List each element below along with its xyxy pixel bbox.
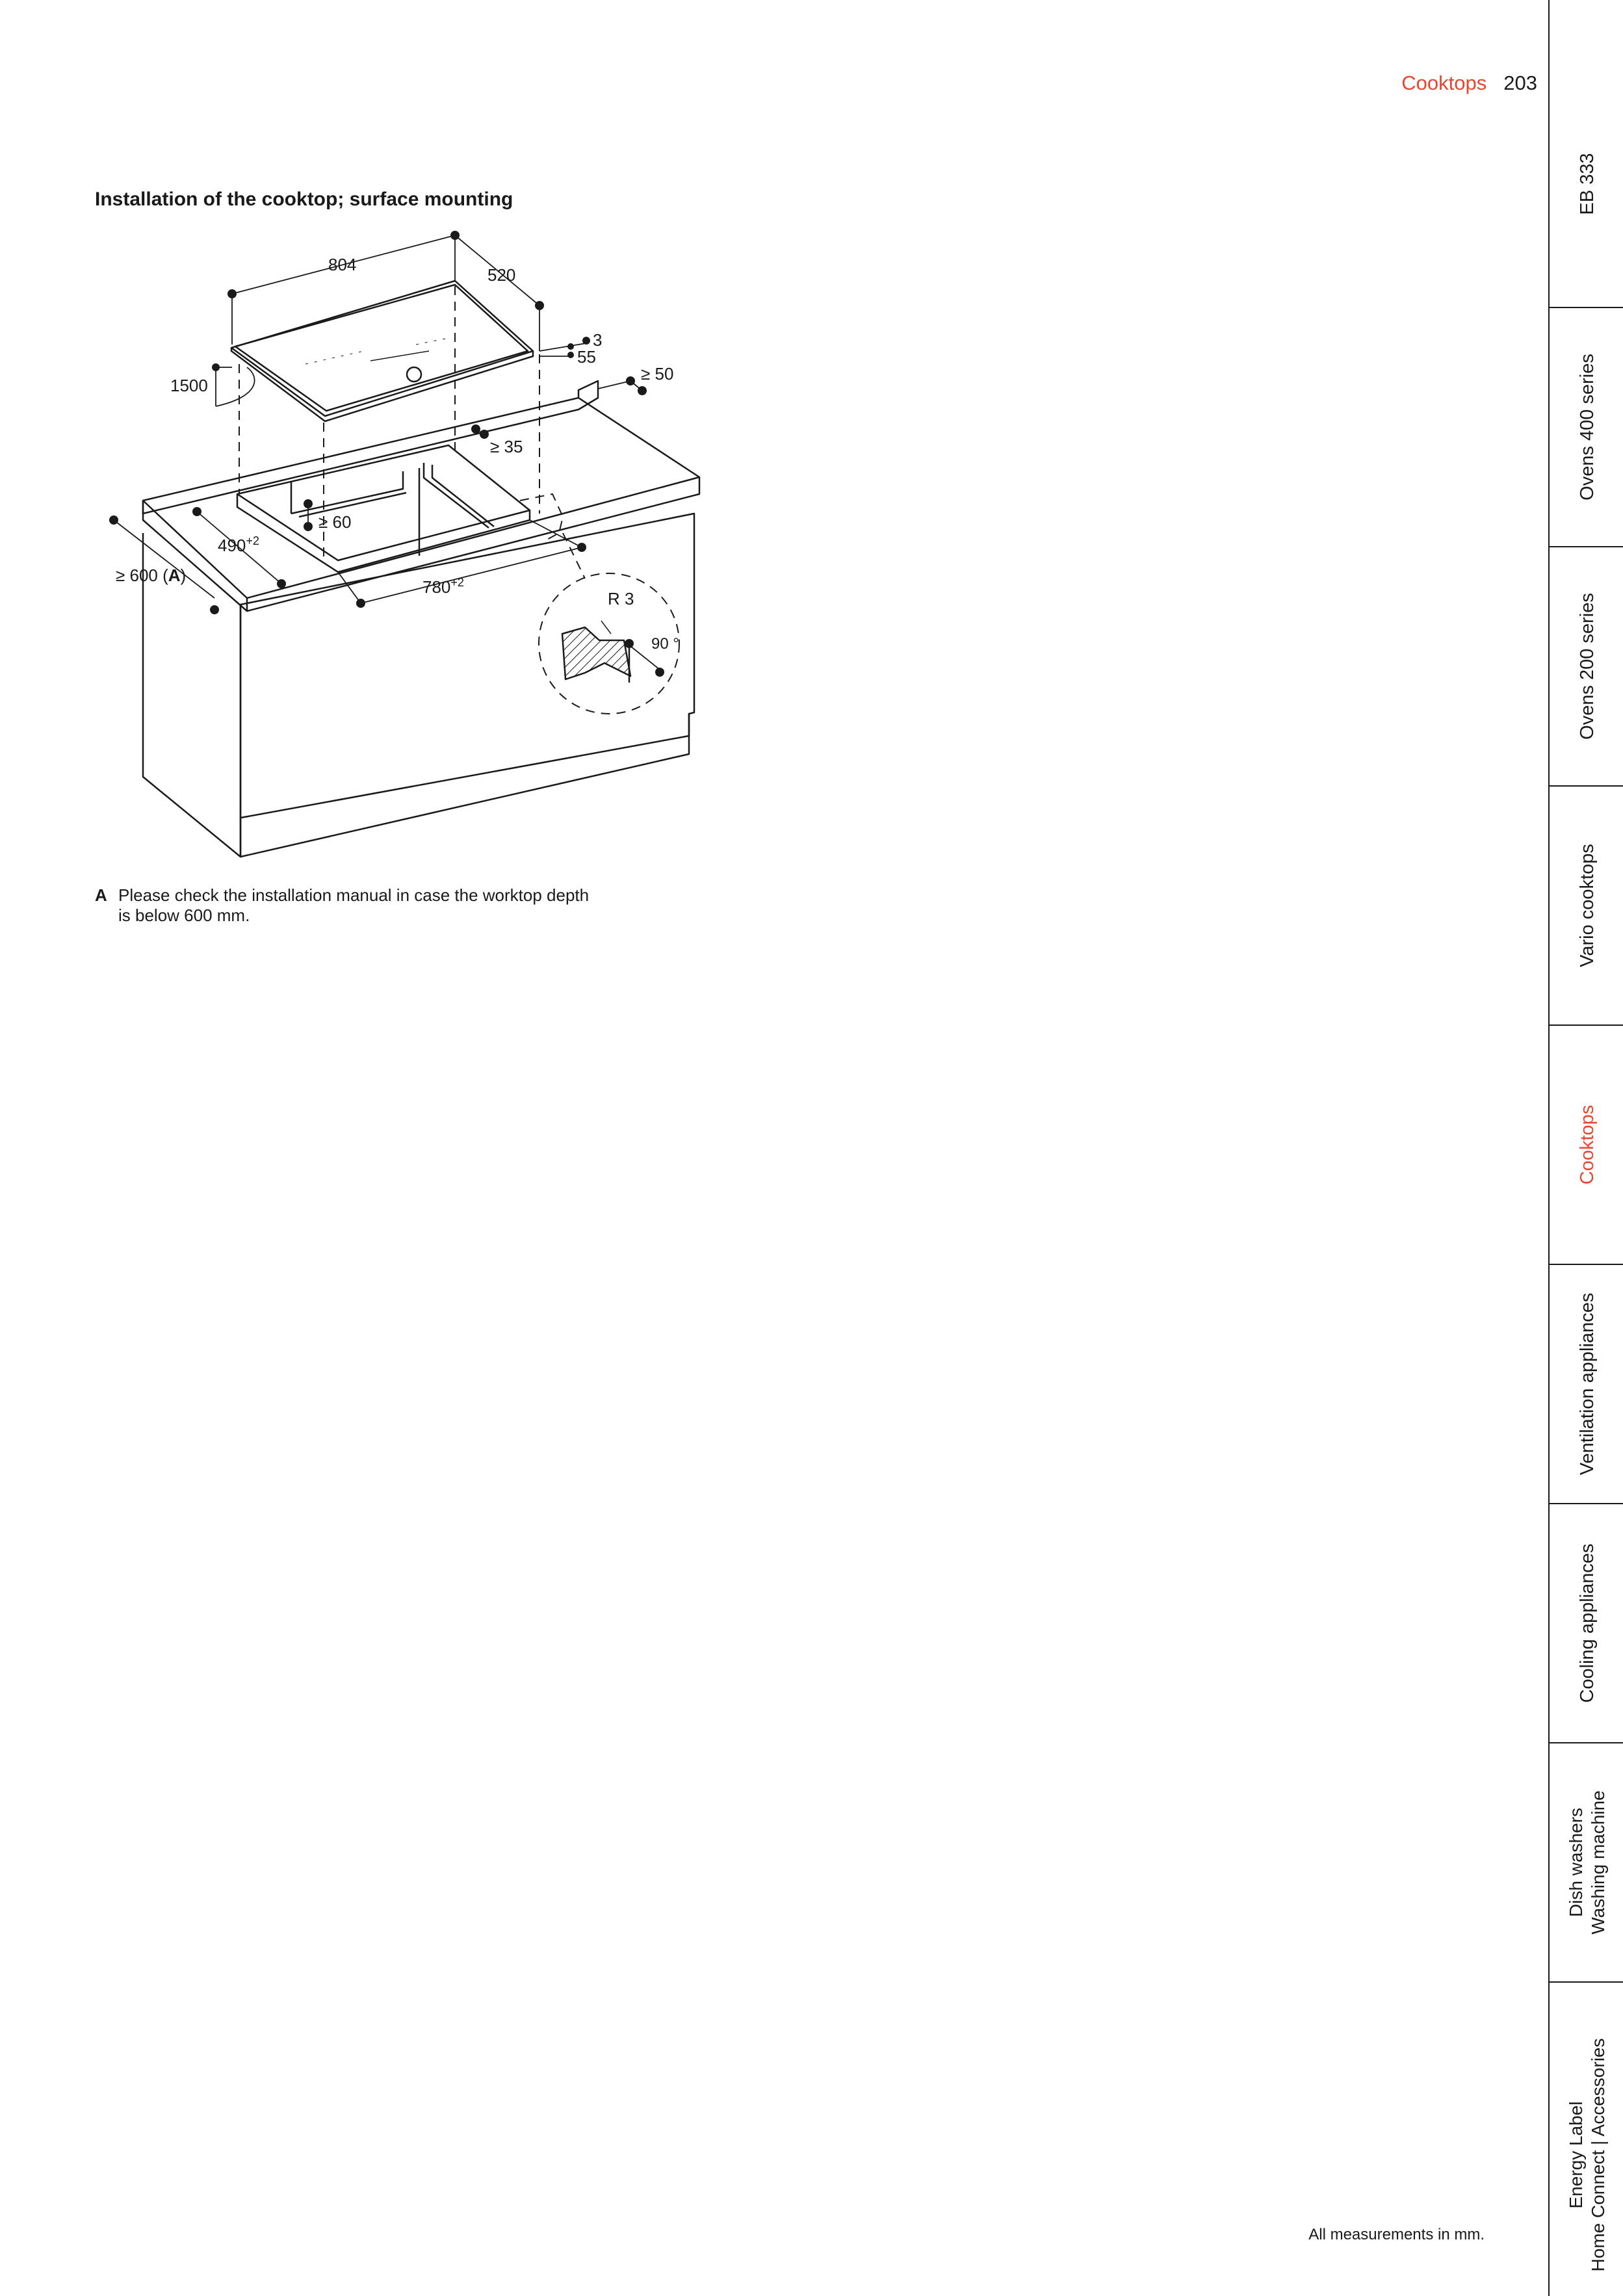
page-title: Installation of the cooktop; surface mounting [95,189,513,210]
label-ge50: ≥ 50 [641,364,674,384]
tab-label: Ovens 200 series [1576,593,1598,740]
tab-energy-label[interactable] [1550,1983,1623,2296]
tab-cooling[interactable] [1550,1504,1623,1743]
tab-label: Ovens 400 series [1576,354,1598,501]
tab-label: Vario cooktops [1576,844,1598,967]
tab-label: Cooktops [1576,1104,1598,1185]
chapter-nav [1548,0,1623,2296]
page-number: 203 [1503,72,1537,94]
worktop-cutout [237,445,530,560]
cooktop-top [231,281,533,416]
label-r3: R 3 [608,589,634,608]
label-ge35: ≥ 35 [490,437,523,456]
tab-eb-333[interactable] [1550,0,1623,308]
tab-cooktops[interactable] [1550,1026,1623,1265]
label-3: 3 [593,330,603,350]
footnote-key: A [95,885,107,905]
footnote-a [95,885,628,926]
footnote-line-1: Please check the installation manual in case the worktop depth [118,885,590,905]
tab-label: Dish washers Washing machine [1565,1790,1608,1935]
footnote-line-2: is below 600 mm. [118,906,250,925]
label-600: ≥ 600 (A) [116,566,187,585]
r3-detail [562,627,630,679]
tab-dishwashers[interactable] [1550,1743,1623,1983]
cooktop-knob [407,367,421,382]
label-1500: 1500 [170,376,208,395]
label-ge60: ≥ 60 [318,512,352,532]
label-90deg: 90 ° [651,635,679,653]
installation-diagram [0,0,715,884]
label-55: 55 [577,347,596,367]
measurements-note: All measurements in mm. [1308,2226,1485,2243]
section-name: Cooktops [1401,72,1487,94]
label-520: 520 [487,265,516,285]
label-804: 804 [328,255,357,274]
tab-vario-cooktops[interactable] [1550,787,1623,1026]
tab-ovens-400[interactable] [1550,308,1623,547]
label-490: $490^{+2}$ [218,534,259,555]
tab-label: Cooling appliances [1576,1543,1598,1703]
page-header [1401,72,1537,95]
tab-ovens-200[interactable] [1550,547,1623,787]
worktop-edge-side [143,501,247,611]
tab-label: EB 333 [1576,153,1598,215]
cabinet-plinth [240,714,689,857]
label-780: $780^{+2}$ [422,576,464,597]
tab-label: Energy Label Home Connect | Accessories [1565,2038,1608,2272]
tab-label: Ventilation appliances [1576,1292,1598,1476]
tab-ventilation[interactable] [1550,1265,1623,1504]
